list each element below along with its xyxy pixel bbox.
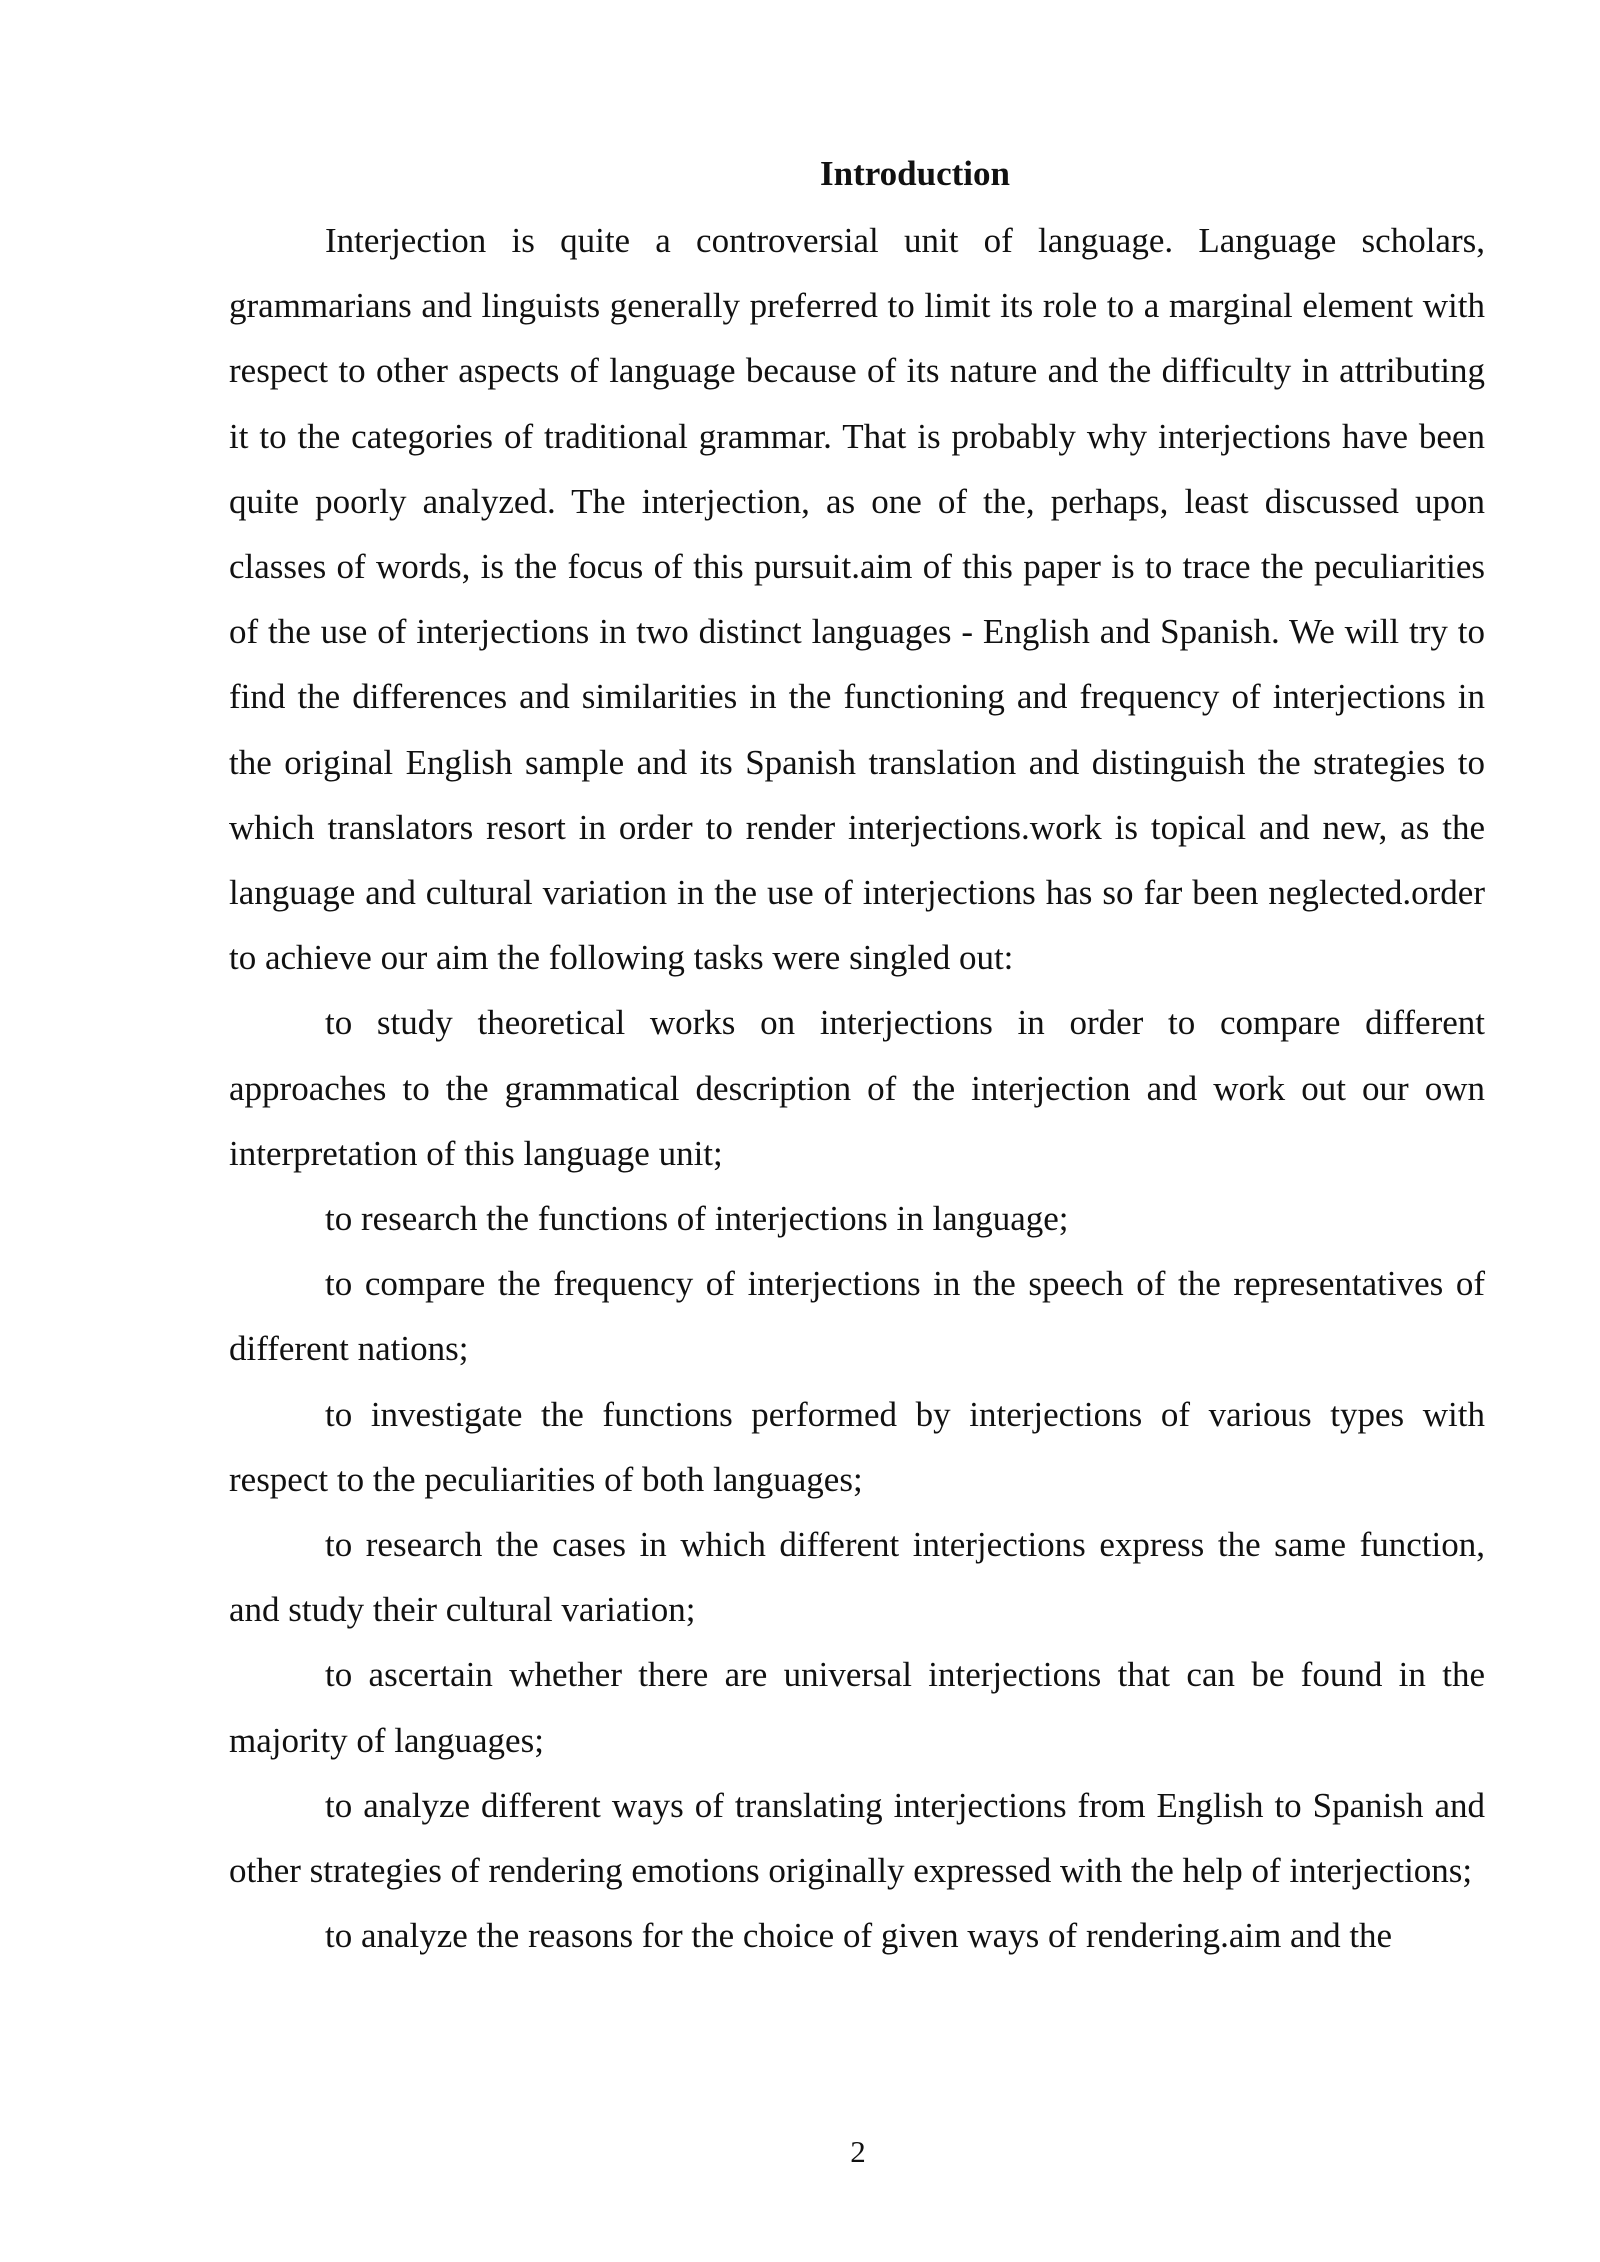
task-item: to investigate the functions performed by interjections of various types with respect to the peculiarities of both languages; <box>229 1394 1485 1499</box>
section-title: Introduction <box>820 154 1010 193</box>
task-item: to research the functions of interjections in language; <box>325 1199 1069 1239</box>
body-text <box>229 208 1485 1968</box>
task-item: to analyze different ways of translating interjections from English to Spanish and other strategies of rendering emotions originally expressed with the help of interjections; <box>229 1785 1485 1891</box>
task-item: to ascertain whether there are universal interjections that can be found in the majority of languages; <box>229 1655 1485 1760</box>
page-number: 2 <box>850 2134 866 2169</box>
task-item: to compare the frequency of interjections in the speech of the representatives of different nations; <box>229 1264 1485 1369</box>
task-item: to research the cases in which different interjections express the same function, and study their cultural variation; <box>229 1525 1485 1630</box>
task-item: to analyze the reasons for the choice of given ways of rendering.aim and the <box>325 1916 1393 1956</box>
paragraph-intro: Interjection is quite a controversial unit of language. Language scholars, grammarians and linguists generally preferred to limit its role to a marginal element with respect to other aspects of language because of its nature and the difficulty in attributing it to the categories of traditional grammar. That is probably why interjections have been quite poorly analyzed. The interjection, as one of the, perhaps, least discussed upon classes of words, is the focus of this pursuit.aim of this paper is to trace the peculiarities of the use of interjections in two distinct languages - English and Spanish. We will try to find the differences and similarities in the functioning and frequency of interjections in the original English sample and its Spanish translation and distinguish the strategies to which translators resort in order to render interjections.work is topical and new, as the language and cultural variation in the use of interjections has so far been neglected.order to achieve our aim the following tasks were singled out: <box>229 221 1485 978</box>
task-item: to study theoretical works on interjections in order to compare different approaches to the grammatical description of the interjection and work out our own interpretation of this language unit; <box>229 1003 1485 1173</box>
